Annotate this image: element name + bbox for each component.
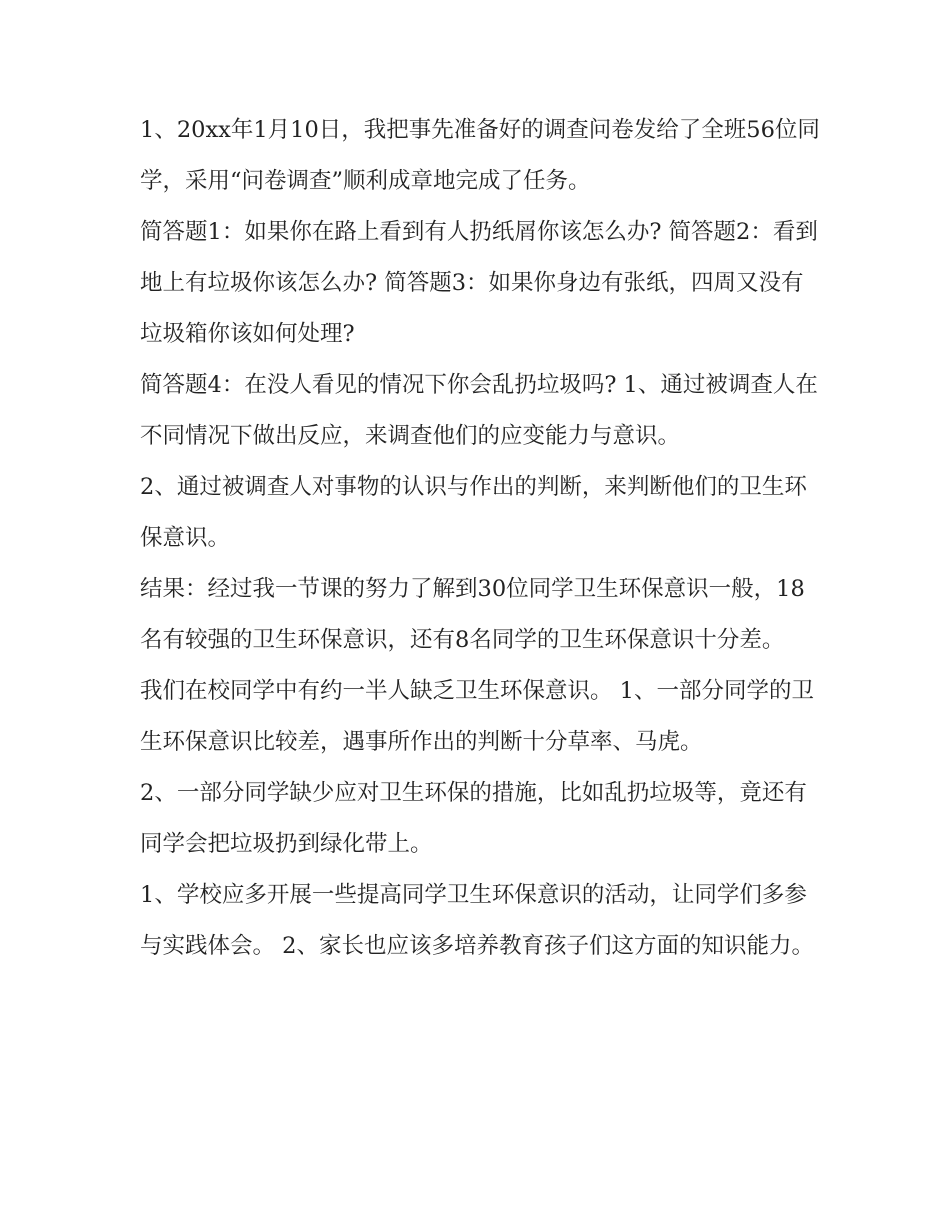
paragraph-analysis-2: 2、一部分同学缺少应对卫生环保的措施，比如乱扔垃圾等，竟还有同学会把垃圾扔到绿化带上。 [140, 780, 807, 857]
paragraph-question-4-purpose: 简答题4：在没人看见的情况下你会乱扔垃圾吗? 1、通过被调查人在不同情况下做出反应，来调查他们的应变能力与意识。 [140, 372, 818, 449]
document-body [140, 105, 820, 972]
paragraph-purpose-2: 2、通过被调查人对事物的认识与作出的判断，来判断他们的卫生环保意识。 [140, 474, 807, 551]
paragraph-suggestions: 1、学校应多开展一些提高同学卫生环保意识的活动，让同学们多参与实践体会。 2、家长也应该多培养教育孩子们这方面的知识能力。 [140, 882, 814, 959]
paragraph-results: 结果：经过我一节课的努力了解到30位同学卫生环保意识一般，18名有较强的卫生环保意识，还有8名同学的卫生环保意识十分差。 [140, 576, 805, 653]
paragraph-survey-intro: 1、20xx年1月10日，我把事先准备好的调查问卷发给了全班56位同学，采用“问卷调查”顺利成章地完成了任务。 [140, 117, 820, 194]
paragraph-questions-1-3: 简答题1：如果你在路上看到有人扔纸屑你该怎么办? 简答题2：看到地上有垃圾你该怎么办? 简答题3：如果你身边有张纸，四周又没有垃圾箱你该如何处理? [140, 219, 818, 347]
paragraph-analysis-1: 我们在校同学中有约一半人缺乏卫生环保意识。 1、一部分同学的卫生环保意识比较差，遇事所作出的判断十分草率、马虎。 [140, 678, 814, 755]
